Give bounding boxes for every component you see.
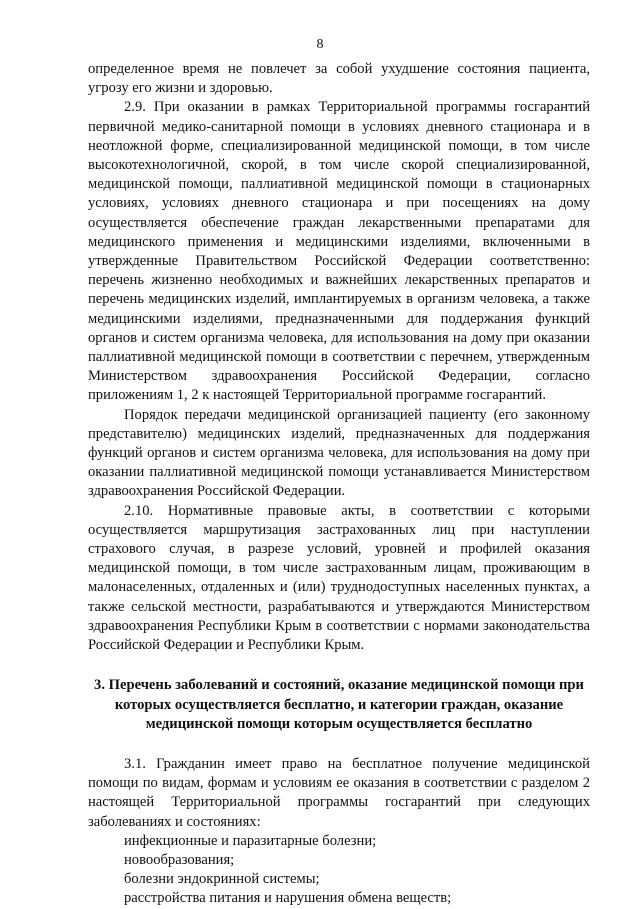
spacer <box>88 734 590 755</box>
page-number: 8 <box>316 37 324 52</box>
paragraph-2-10: 2.10. Нормативные правовые акты, в соответствии с которыми осуществляется маршрутизация застрахованных лиц при наступлении страхового случая, в разрезе условий, уровней и профилей оказания медицинской помощи, в том числе застрахованным лицам, проживающим в малонаселенных, отдаленных и (или) труднодоступных населенных пунктах, а также сельской местности, разрабатываются и утверждаются Министерством здравоохранения Республики Крым в соответствии с нормами законодательства Российской Федерации и Республики Крым. <box>88 502 590 654</box>
section-3-heading: 3. Перечень заболеваний и состояний, оказание медицинской помощи при которых осуществляется бесплатно, и категории граждан, оказание медицинской помощи которым осуществляется бесплатно <box>94 677 584 732</box>
list-item: новообразования; <box>124 851 235 868</box>
list-item: болезни эндокринной системы; <box>124 871 320 888</box>
document-body <box>88 60 590 909</box>
paragraph-2-9: 2.9. При оказании в рамках Территориальной программы госгарантий первичной медико-санитарной помощи в условиях дневного стационара и в неотложной форме, специализированной медицинской помощи, в том числе высокотехнологичной, скорой, в том числе скорой специализированной, медицинской помощи, паллиативной медицинской помощи в стационарных условиях, условиях дневного стационара и при посещениях на дому осуществляется обеспечение граждан лекарственными препаратами для медицинского применения и медицинскими изделиями, включенными в утвержденные Правительством Российской Федерации соответственно: перечень жизненно необходимых и важнейших лекарственных препаратов и перечень медицинских изделий, имплантируемых в организм человека, а также медицинскими изделиями, предназначенными для поддержания функций органов и систем организма человека, для использования на дому при оказании паллиативной медицинской помощи в соответствии с перечнем, утвержденным Министерством здравоохранения Российской Федерации, согласно приложениям 1, 2 к настоящей Территориальной программе госгарантий. <box>88 99 590 404</box>
list-item: расстройства питания и нарушения обмена веществ; <box>124 890 452 907</box>
disease-list <box>88 832 590 909</box>
paragraph-transfer-procedure: Порядок передачи медицинской организацией пациенту (его законному представителю) медицинских изделий, предназначенных для поддержания функций органов и систем организма человека, для использования на дому при оказании паллиативной медицинской помощи устанавливается Министерством здравоохранения Российской Федерации. <box>88 406 590 500</box>
paragraph-3-1: 3.1. Гражданин имеет право на бесплатное получение медицинской помощи по видам, формам и условиям ее оказания в соответствии с разделом 2 настоящей Территориальной программы госгарантий при следующих заболеваниях и состояниях: <box>88 755 590 830</box>
paragraph-continuation: определенное время не повлечет за собой ухудшение состояния пациента, угрозу его жизни и здоровью. <box>88 61 590 97</box>
list-item: инфекционные и паразитарные болезни; <box>124 832 377 849</box>
